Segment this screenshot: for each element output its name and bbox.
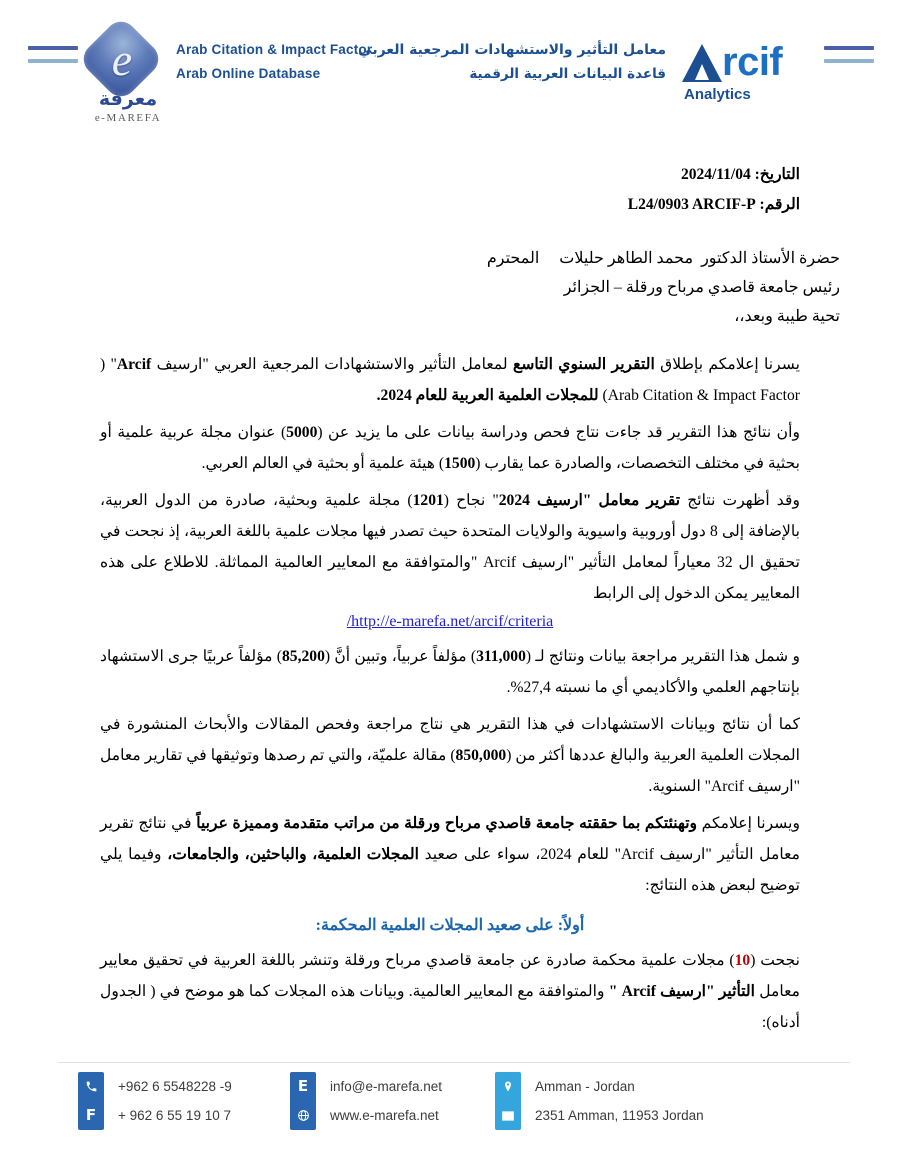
p7-seg2: ) مجلات علمية محكمة صادرة عن جامعة قاصدي مرباح ورقلة وتنشر باللغة العربية في تحقيق معايير معامل bbox=[100, 952, 801, 1000]
footer-divider bbox=[58, 1062, 850, 1063]
dash-light bbox=[28, 59, 78, 63]
footer-email-address: info@e-marefa.net bbox=[330, 1079, 443, 1094]
p4-authors-total: 311,000 bbox=[476, 648, 526, 665]
reference-row bbox=[100, 190, 800, 220]
p5-articles-count: 850,000 bbox=[455, 747, 507, 764]
footer-phone-lines bbox=[118, 1072, 232, 1130]
p1-seg3: " ( bbox=[100, 356, 117, 373]
paragraph-citations bbox=[100, 709, 800, 802]
footer-badge-email bbox=[290, 1072, 316, 1130]
p1-english-title: Arab Citation & Impact Factor bbox=[607, 387, 800, 404]
p7-journal-count: 10 bbox=[734, 952, 751, 969]
dash-navy bbox=[824, 46, 874, 50]
fax-icon: F bbox=[85, 1106, 97, 1124]
p7-bold-arcif: التأثير "ارسيف Arcif " bbox=[608, 983, 756, 1000]
letterhead-line1-ar: معامل التأثير والاستشهادات المرجعية العربي bbox=[358, 42, 666, 58]
emarefa-e-glyph: e bbox=[111, 34, 133, 85]
p2-journal-count: 5000 bbox=[286, 424, 318, 441]
dash-light bbox=[824, 59, 874, 63]
footer-badge-address bbox=[495, 1072, 521, 1130]
p1-arcif: Arcif bbox=[116, 356, 152, 373]
criteria-link-row bbox=[100, 613, 800, 631]
recipient-title: رئيس جامعة قاصدي مرباح ورقلة – الجزائر bbox=[563, 279, 840, 296]
p4-seg3: ) مؤلفاً عربيًا جرى الاستشهاد بإنتاجهم العلمي والأكاديمي أي ما نسبته 27,4%. bbox=[100, 648, 800, 696]
recipient-block bbox=[100, 244, 840, 331]
p1-year: 2024. bbox=[376, 387, 416, 404]
footer-address-lines bbox=[535, 1072, 704, 1130]
p5-seg2: ) مقالة علميّة، والتي تم رصدها وتوثيقها في تقارير معامل "ارسيف Arcif" السنوية. bbox=[100, 747, 800, 795]
footer-phone-2: + 962 6 55 19 10 7 bbox=[118, 1108, 231, 1123]
emarefa-arabic-name: معرفة bbox=[98, 88, 158, 110]
paragraph-authors bbox=[100, 641, 800, 703]
date-value: 2024/11/04 bbox=[680, 166, 751, 183]
letterhead-line2-ar: قاعدة البيانات العربية الرقمية bbox=[469, 66, 666, 82]
p2-body-count: 1500 bbox=[444, 455, 476, 472]
phone-icon bbox=[78, 1072, 104, 1101]
reference-value: L24/0903 ARCIF-P bbox=[627, 196, 756, 213]
p1-seg2: لمعامل التأثير والاستشهادات المرجعية العربي "ارسيف bbox=[151, 356, 514, 373]
p3-seg2: " نجاح ( bbox=[443, 492, 499, 509]
paragraph-scope bbox=[100, 417, 800, 479]
p3-success-count: 1201 bbox=[412, 492, 444, 509]
footer-website: www.e-marefa.net bbox=[330, 1108, 439, 1123]
paragraph-results bbox=[100, 485, 800, 609]
footer-badge-phone bbox=[78, 1072, 104, 1130]
recipient-name: حضرة الأستاذ الدكتور محمد الطاهر حليلات المحترم bbox=[486, 250, 840, 267]
p5-seg1: كما أن نتائج وبيانات الاستشهادات في هذا التقرير هي نتاج مراجعة وفحص المقالات والأبحاث المنشورة في المجلات العلمية العربية والبالغ عددها أكثر من ( bbox=[100, 716, 800, 764]
letterhead-line2-en: Arab Online Database bbox=[176, 66, 321, 81]
footer-email-lines bbox=[330, 1072, 442, 1130]
arcif-subtitle: Analytics bbox=[684, 86, 751, 103]
footer bbox=[58, 1072, 858, 1142]
letterhead-center-text bbox=[176, 38, 666, 96]
decorative-dashes-right bbox=[822, 46, 874, 72]
p1-bold-journals: للمجلات العلمية العربية للعام bbox=[415, 387, 599, 404]
paragraph-journal-results bbox=[100, 945, 800, 1038]
footer-phone-1: +962 6 5548228 -9 bbox=[118, 1079, 232, 1094]
p2-seg2: ) عنوان مجلة عربية علمية أو بحثية في مختلف التخصصات، والصادرة عما يقارب ( bbox=[100, 424, 800, 472]
p4-authors-cited: 85,200 bbox=[282, 648, 325, 665]
p3-bold-report: تقرير معامل "ارسيف 2024 bbox=[498, 492, 681, 509]
date-row bbox=[100, 160, 800, 190]
letterhead-line1-en: Arab Citation & Impact Factor bbox=[176, 42, 373, 57]
letter-paragraphs bbox=[100, 349, 800, 1038]
arcif-logo bbox=[682, 40, 822, 110]
paragraph-intro bbox=[100, 349, 800, 411]
greeting: تحية طيبة وبعد،، bbox=[734, 308, 840, 325]
date-label: التاريخ: bbox=[754, 166, 800, 183]
p4-seg2: ) مؤلفاً عربياً، وتبين أنَّ ( bbox=[324, 648, 477, 665]
p6-bold-categories: المجلات العلمية، والباحثين، والجامعات، bbox=[167, 846, 419, 863]
reference-label: الرقم: bbox=[759, 196, 800, 213]
criteria-link[interactable]: /http://e-marefa.net/arcif/criteria bbox=[346, 613, 554, 630]
p3-seg1: وقد أظهرت نتائج bbox=[680, 492, 800, 509]
p2-seg1: وأن نتائج هذا التقرير قد جاءت نتاج فحص ودراسة بيانات على ما يزيد عن ( bbox=[317, 424, 800, 441]
decorative-dashes-left bbox=[26, 46, 78, 72]
p2-seg3: ) هيئة علمية أو بحثية في العالم العربي. bbox=[201, 455, 445, 472]
p7-seg1: نجحت ( bbox=[750, 952, 800, 969]
p1-seg1: يسرنا إعلامكم بإطلاق bbox=[654, 356, 800, 373]
paragraph-congratulations bbox=[100, 808, 800, 901]
p6-bold-achievement: وتهنئتكم بما حققته جامعة قاصدي مرباح ورقلة من مراتب متقدمة ومميزة عربياً bbox=[196, 815, 698, 832]
emarefa-english-name: e-MAREFA bbox=[94, 112, 162, 124]
arcif-a-notch bbox=[695, 64, 709, 80]
p1-seg4: ) bbox=[598, 387, 608, 404]
p6-seg3: وفيما يلي توضيح لبعض هذه النتائج: bbox=[100, 846, 800, 894]
p1-bold-report: التقرير السنوي التاسع bbox=[513, 356, 655, 373]
footer-postal-address: 2351 Amman, 11953 Jordan bbox=[535, 1108, 704, 1123]
letter-body bbox=[0, 160, 900, 1044]
globe-icon bbox=[290, 1101, 316, 1130]
letter-meta bbox=[100, 160, 800, 220]
p6-seg1: ويسرنا إعلامكم bbox=[697, 815, 800, 832]
envelope-icon bbox=[495, 1101, 521, 1130]
p4-seg1: و شمل هذا التقرير مراجعة بيانات ونتائج لـ ( bbox=[525, 648, 801, 665]
dash-navy bbox=[28, 46, 78, 50]
p7-seg3: والمتوافقة مع المعايير العالمية. وبيانات هذه المجلات كما هو موضح في ( الجدول أدناه): bbox=[100, 983, 800, 1031]
footer-city-country: Amman - Jordan bbox=[535, 1079, 635, 1094]
email-icon: E bbox=[297, 1077, 309, 1095]
p6-seg2: في نتائج تقرير معامل التأثير "ارسيف Arcif" للعام 2024، سواء على صعيد bbox=[100, 815, 800, 863]
section-heading-journals: أولاً: على صعيد المجلات العلمية المحكمة: bbox=[315, 917, 585, 934]
emarefa-logo bbox=[76, 28, 180, 134]
arcif-wordmark: rcif bbox=[722, 40, 783, 84]
location-pin-icon bbox=[495, 1072, 521, 1101]
letterhead bbox=[0, 26, 900, 122]
p3-seg3: ) مجلة علمية وبحثية، صادرة من الدول العربية، بالإضافة إلى 8 دول أوروبية واسيوية والولايات المتحدة حيث تصدر فيها مجلات علمية باللغة العربية، إذ نجحت في تحقيق ال 32 معياراً لمعامل التأثير "ارسيف Arcif "والمتوافقة مع المعايير العالمية المماثلة. للاطلاع على هذه المعايير يمكن الدخول إلى الرابط bbox=[100, 492, 800, 602]
